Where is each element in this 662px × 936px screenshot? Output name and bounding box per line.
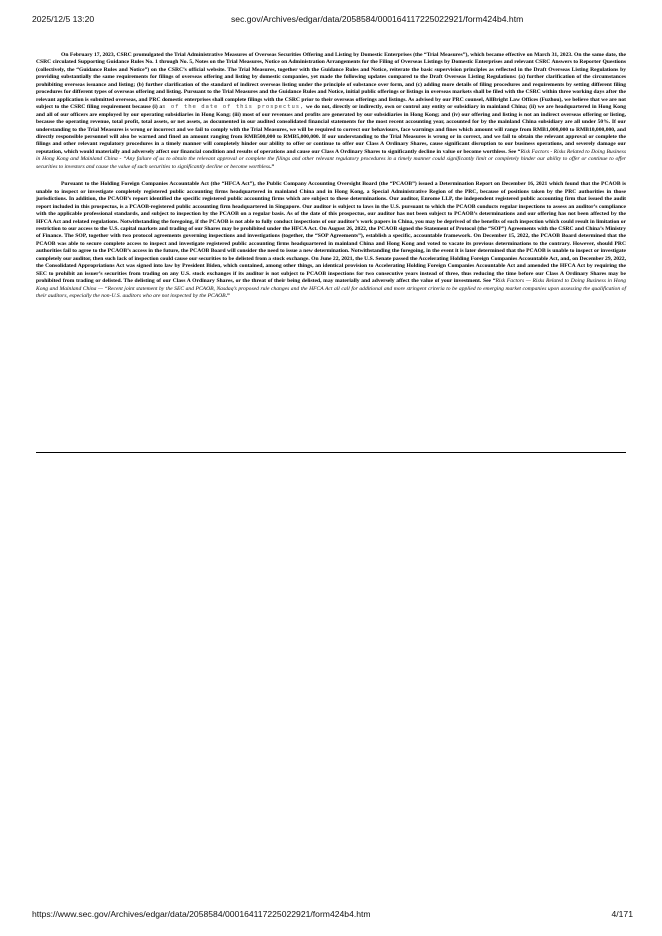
print-datetime: 2025/12/5 13:20 xyxy=(32,14,95,24)
risk-factor-reference: Risk Factors — Risks Related to Doing Business in Hong Kong and Mainland China — “Recent joint statement by the SEC and PCAOB, Nasdaq’s proposed rule changes and the HFCA Act all call for additional and more stringent criteria to be applied to emerging market companies upon assessing the qualification of their auditors, especially the non-U.S. auditors who are not inspected by the PCAOB xyxy=(36,278,626,300)
page-number: 4/171 xyxy=(611,909,633,919)
print-header xyxy=(0,0,662,30)
paragraph-text: we do not, directly or indirectly, own or control any entity or subsidiary in mainland China; (ii) we are headquartered in Hong Kong and all of our officers are employed by our operating subsidiaries in Hong Kong; (iii) most of our revenues and profits are generated by our subsidiaries in Hong Kong; and (iv) our offering and listing is not an indirect overseas offering or listing, because the operating revenue, total profit, total assets, or net assets, as documented in our audited consolidated financial statements for the most recent accounting year, accounted for by the mainland China subsidiary are all under 50%. If our understanding to the Trial Measures is wrong or incorrect and we fail to comply with the Trial Measures, we will be required to correct our behaviours, face warnings and fines which amount will range from RMB1,000,000 to RMB10,000,000, and directly responsible personnel will also be warned and fined an amount ranging from RMB500,000 to RMB5,000,000. If our understanding to the Trial Measures is wrong or in correct, and we fail to obtain the relevant approval or complete the filings and other relevant regulatory procedures in a timely manner will completely hinder our ability to offer or continue to offer our Class A Ordinary Shares, cause significant disruption to our business operations, and severely damage our reputation, which would materially and adversely affect our financial condition and results of operations and cause our Class A Ordinary Shares to significantly decline in value or become worthless. See “ xyxy=(36,104,626,155)
paragraph-text: On February 17, 2023, CSRC promulgated the Trial Administrative Measures of Overseas Securities Offering and Listing by Domestic Enterprises (the “Trial Measures”), which became effective on March 31, 2023. On the same date, the CSRC circulated Supporting Guidance Rules No. 1 through No. 5, Notes on the Trial Measures, Notice on Administration Arrangements for the Filing of Overseas Listings by Domestic Enterprises and relevant CSRC Answers to Reporter Questions (collectively, the “Guidance Rules and Notice”) on the CSRC’s official website. The Trial Measures, together with the Guidance Rules and Notice, reiterate the basic supervision principles as reflected in the Draft Overseas Listing Regulations by providing substantially the same requirements for filings of overseas offering and listing by domestic companies, yet made the following updates compared to the Draft Overseas Listing Regulations: (a) further clarification of the circumstances prohibiting overseas issuance and listing; (b) further clarification of the standard of indirect overseas listing under the principle of substance over form, and (c) adding more details of filing procedures and requirements by setting different filing procedures for different types of overseas offering and listing. Pursuant to the Trial Measures and the Guidance Rules and Notice, initial public offerings or listings in overseas markets shall be filed with the CSRC within three working days after the relevant application is submitted overseas, and PRC domestic enterprises shall complete filings with the CSRC prior to their overseas offerings and listings. As advised by our PRC counsel, AllBright Law Offices (Fuzhou), we believe that we are not subject to the CSRC filing requirement because (i) a xyxy=(36,52,626,111)
print-page-title: sec.gov/Archives/edgar/data/2058584/000164117225022921/form424b4.htm xyxy=(231,14,524,24)
print-footer xyxy=(0,905,662,929)
paragraph-text: Pursuant to the Holding Foreign Companies Accountable Act (the “HFCA Act”), the Public Company Accounting Oversight Board (the “PCAOB”) issued a Determination Report on December 16, 2021 which found that the PCAOB is unable to inspect or investigate completely registered public accounting firms headquartered in mainland China and in Hong Kong, a Special Administrative Region of the PRC, because of positions taken by the PRC authorities in those jurisdictions. In addition, the PCAOB’s report identified the specific registered public accounting firms which are subject to these determinations. Our auditor, Enrome LLP, the independent registered public accounting firm that issued the audit report included in this prospectus, is a PCAOB-registered public accounting firm headquartered in Singapore. Our auditor is subject to laws in the U.S. pursuant to which the PCAOB conducts regular inspections to assess an auditor’s compliance with the applicable professional standards, and subject to inspection by the PCAOB on a regular basis. As of the date of this prospectus, our auditor has not been subject to PCAOB’s determinations and our offering has not been affected by the HFCA Act and related regulations. Notwithstanding the foregoing, if the PCAOB is not able to fully conduct inspections of our auditor’s work papers in China, you may be deprived of the benefits of such inspection which could result in limitation or restriction to our access to the U.S. capital markets and trading of our Shares may be prohibited under the HFCA Act. On August 26, 2022, the PCAOB signed the Statement of Protocol (the “SOP”) Agreements with the CSRC and China’s Ministry of Finance. The SOP, together with two protocol agreements governing inspections and investigations (together, the “SOP Agreements”), establish a specific, accountable framework. On December 15, 2022, the PCAOB Board determined that the PCAOB was able to secure complete access to inspect and investigate registered public accounting firms headquartered in mainland China and Hong Kong and voted to vacate its previous determinations to the contrary. However, should PRC authorities fail to agree to the PCAOB’s access in the future, the PCAOB Board will consider the need to issue a new determination. Notwithstanding the foregoing, in the event it is later determined that the PCAOB is unable to inspect or investigate completely our auditor, then such lack of inspection could cause our securities to be delisted from a stock exchange. On June 22, 2021, the U.S. Senate passed the Accelerating Holding Foreign Companies Accountable Act, and, on December 29, 2022, the Consolidated Appropriations Act was signed into law by President Biden, which contained, among other things, an identical provision to Accelerating Holding Foreign Companies Accountable Act and amended the HFCA Act by requiring the SEC to prohibit an issuer’s securities from trading on any U.S. stock exchanges if its auditor is not subject to PCAOB inspections for two consecutive years instead of three, thus reducing the time before our Class A Ordinary Shares may be prohibited from trading or delisted. The delisting of our Class A Ordinary Shares, or the threat of their being delisted, may materially and adversely affect the value of your investment. See “ xyxy=(36,181,626,285)
document-body xyxy=(36,52,626,311)
paragraph-hfca-act xyxy=(36,181,626,300)
paragraph-mono-fragment: s of the date of this prospectus, xyxy=(162,104,305,111)
paragraph-text-end: .” xyxy=(225,293,230,300)
paragraph-text-end: .” xyxy=(270,163,275,170)
paragraph-trial-measures xyxy=(36,52,626,171)
print-url: https://www.sec.gov/Archives/edgar/data/2058584/000164117225022921/form424b4.htm xyxy=(32,909,371,919)
horizontal-rule xyxy=(36,452,626,453)
risk-factor-reference: Risk Factors - Risks Related to Doing Business in Hong Kong and Mainland China - “Any failure of us to obtain the relevant approval or complete the filings and other relevant regulatory procedures in a timely manner could significantly limit or completely hinder our ability to offer or continue to offer securities to investors and cause the value of such securities to significantly decline or become worthless xyxy=(36,148,626,170)
